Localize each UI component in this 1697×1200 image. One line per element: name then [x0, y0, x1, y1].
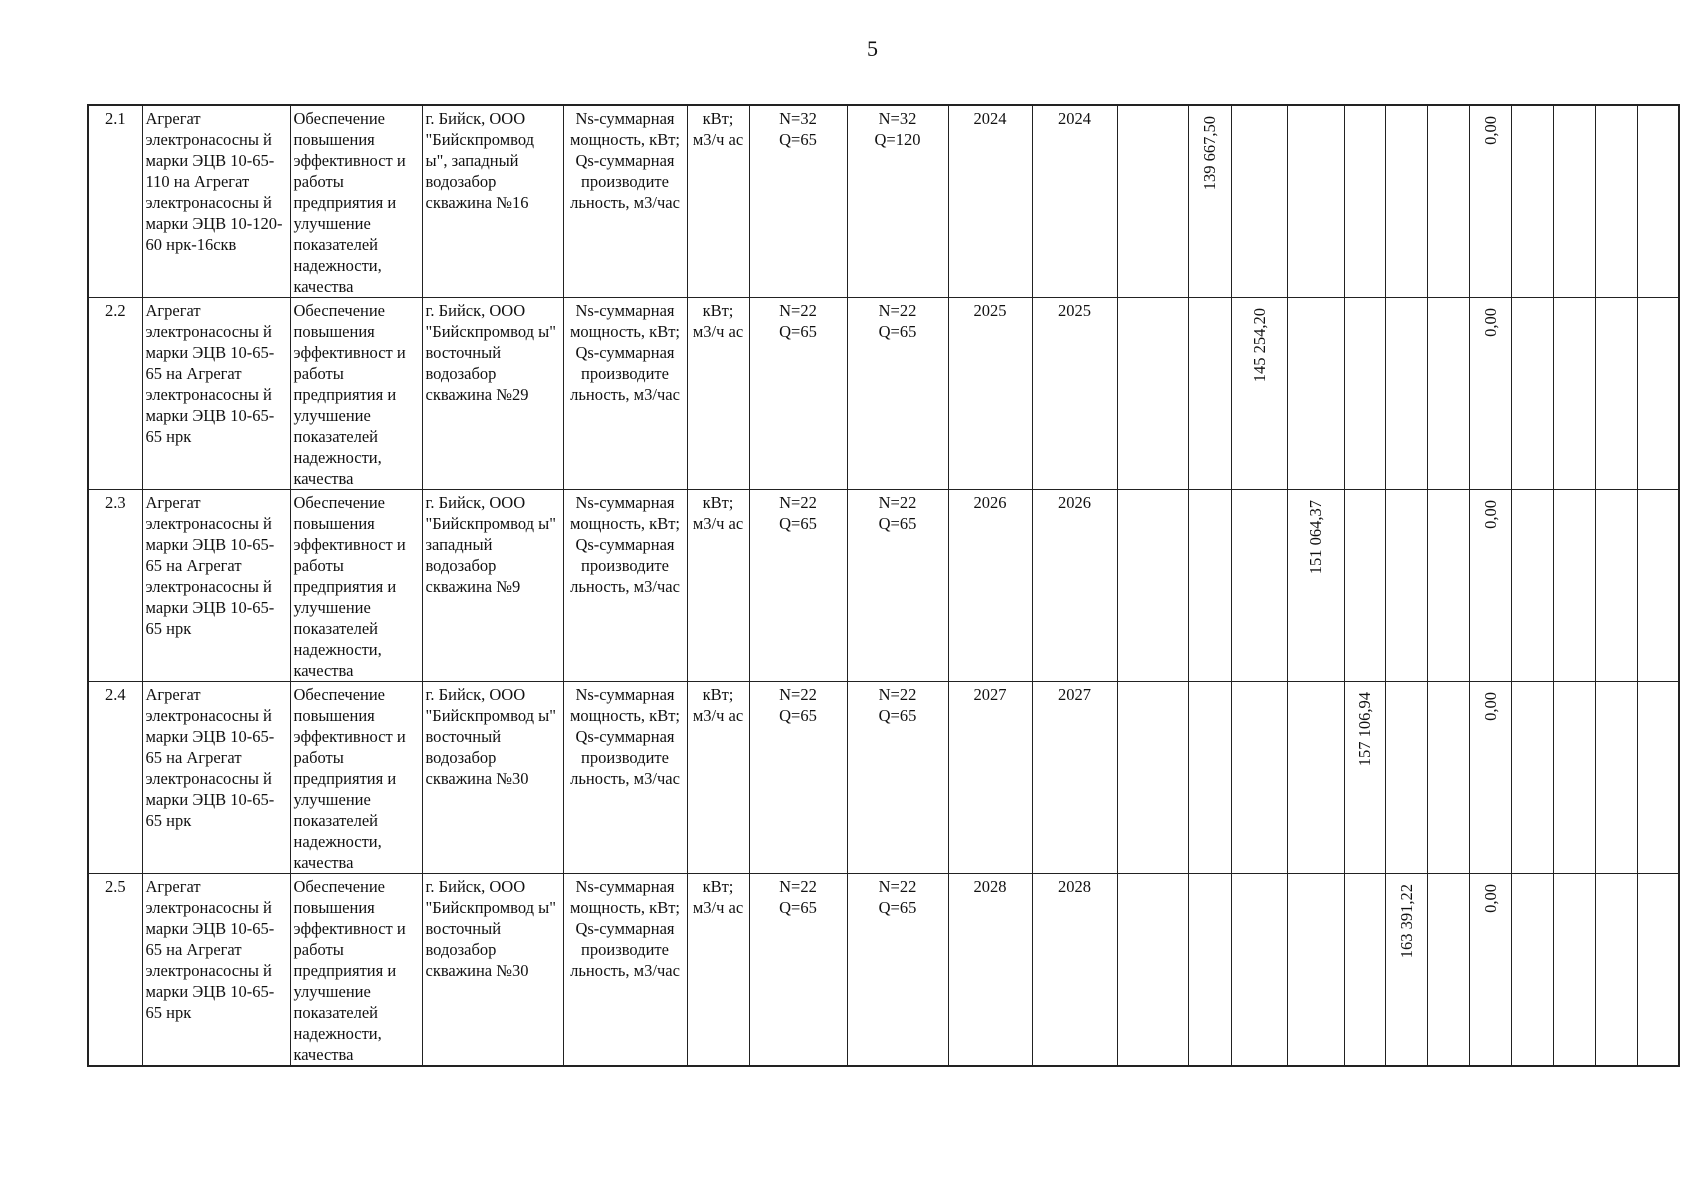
amount-cell: [1188, 105, 1231, 298]
value-before: [749, 874, 847, 1067]
amount-cell: [1287, 682, 1344, 874]
amount-cell: [1287, 298, 1344, 490]
equipment-name: Агрегат электронасосны й марки ЭЦВ 10-65-65 на Агрегат электронасосны й марки ЭЦВ 10-65-65 нрк: [142, 682, 290, 874]
page-number: 5: [867, 36, 878, 61]
amount-value: 0,00: [1480, 692, 1500, 721]
amount-cell: [1385, 298, 1427, 490]
after-n: N=22: [878, 301, 917, 320]
amount-cell: [1188, 874, 1231, 1067]
amount-cell: [1595, 874, 1637, 1067]
location-text: г. Бийск, ООО "Бийскпромвод ы" восточный водозабор скважина №30: [422, 874, 563, 1067]
amount-cell: [1595, 298, 1637, 490]
amount-cell: [1117, 874, 1188, 1067]
amount-cell: [1385, 682, 1427, 874]
value-after: [847, 682, 948, 874]
amount-cell: [1469, 298, 1511, 490]
amount-cell: [1469, 490, 1511, 682]
year-start: 2026: [948, 490, 1032, 682]
amount-value: 151 064,37: [1306, 500, 1325, 575]
indicator-text: Ns-суммарная мощность, кВт; Qs-суммарная производите льность, м3/час: [563, 105, 687, 298]
amount-cell: [1637, 298, 1679, 490]
indicator-text: Ns-суммарная мощность, кВт; Qs-суммарная производите льность, м3/час: [563, 682, 687, 874]
before-q: Q=65: [779, 130, 817, 149]
amount-value: 145 254,20: [1249, 308, 1269, 383]
before-q: Q=65: [779, 898, 817, 917]
amount-cell: [1385, 874, 1427, 1067]
year-end: 2025: [1032, 298, 1117, 490]
amount-cell: [1344, 490, 1385, 682]
units-text: кВт; м3/ч ас: [687, 298, 749, 490]
indicator-text: Ns-суммарная мощность, кВт; Qs-суммарная производите льность, м3/час: [563, 874, 687, 1067]
before-n: N=22: [779, 685, 817, 704]
amount-cell: [1595, 682, 1637, 874]
after-n: N=22: [878, 685, 917, 704]
amount-cell: [1511, 298, 1553, 490]
row-number: 2.5: [88, 874, 142, 1067]
before-n: N=32: [779, 109, 817, 128]
amount-cell: [1637, 105, 1679, 298]
amount-cell: [1344, 105, 1385, 298]
before-n: N=22: [779, 301, 817, 320]
amount-cell: [1385, 105, 1427, 298]
amount-cell: [1117, 682, 1188, 874]
amount-cell: [1231, 298, 1287, 490]
amount-cell: [1595, 105, 1637, 298]
amount-cell: [1117, 298, 1188, 490]
before-q: Q=65: [779, 514, 817, 533]
units-text: кВт; м3/ч ас: [687, 490, 749, 682]
amount-cell: [1427, 298, 1469, 490]
row-number: 2.3: [88, 490, 142, 682]
table-row: [88, 298, 1679, 490]
amount-cell: [1231, 682, 1287, 874]
location-text: г. Бийск, ООО "Бийскпромвод ы" восточный водозабор скважина №30: [422, 682, 563, 874]
amount-cell: [1231, 105, 1287, 298]
goal-text: Обеспечение повышения эффективност и работы предприятия и улучшение показателей надежности, качества: [290, 490, 422, 682]
row-number: 2.4: [88, 682, 142, 874]
units-text: кВт; м3/ч ас: [687, 874, 749, 1067]
before-n: N=22: [779, 877, 817, 896]
amount-cell: [1511, 682, 1553, 874]
goal-text: Обеспечение повышения эффективност и работы предприятия и улучшение показателей надежности, качества: [290, 298, 422, 490]
amount-cell: [1469, 105, 1511, 298]
amount-cell: [1637, 682, 1679, 874]
location-text: г. Бийск, ООО "Бийскпромвод ы", западный водозабор скважина №16: [422, 105, 563, 298]
amount-value: 157 106,94: [1355, 692, 1374, 767]
amount-cell: [1287, 105, 1344, 298]
after-n: N=22: [878, 877, 917, 896]
after-q: Q=65: [878, 706, 917, 725]
amount-cell: [1427, 682, 1469, 874]
amount-cell: [1595, 490, 1637, 682]
row-number: 2.2: [88, 298, 142, 490]
amount-cell: [1385, 490, 1427, 682]
equipment-name: Агрегат электронасосны й марки ЭЦВ 10-65-65 на Агрегат электронасосны й марки ЭЦВ 10-65-65 нрк: [142, 298, 290, 490]
amount-value: 163 391,22: [1396, 884, 1416, 959]
year-start: 2027: [948, 682, 1032, 874]
amount-cell: [1188, 490, 1231, 682]
value-before: [749, 105, 847, 298]
after-q: Q=65: [878, 514, 917, 533]
amount-cell: [1188, 298, 1231, 490]
amount-cell: [1469, 682, 1511, 874]
amount-cell: [1427, 874, 1469, 1067]
amount-value: 139 667,50: [1200, 116, 1219, 191]
before-n: N=22: [779, 493, 817, 512]
after-q: Q=65: [878, 322, 917, 341]
location-text: г. Бийск, ООО "Бийскпромвод ы" восточный водозабор скважина №29: [422, 298, 563, 490]
units-text: кВт; м3/ч ас: [687, 105, 749, 298]
amount-cell: [1553, 105, 1595, 298]
amount-cell: [1553, 682, 1595, 874]
amount-cell: [1188, 682, 1231, 874]
table-row: [88, 105, 1679, 298]
amount-value: 0,00: [1480, 884, 1500, 913]
table-body: [88, 105, 1679, 1066]
value-before: [749, 682, 847, 874]
amount-cell: [1231, 490, 1287, 682]
year-end: 2027: [1032, 682, 1117, 874]
amount-cell: [1553, 490, 1595, 682]
amount-cell: [1231, 874, 1287, 1067]
amount-cell: [1344, 682, 1385, 874]
value-before: [749, 490, 847, 682]
year-end: 2024: [1032, 105, 1117, 298]
amount-cell: [1511, 874, 1553, 1067]
after-n: N=22: [878, 493, 917, 512]
indicator-text: Ns-суммарная мощность, кВт; Qs-суммарная производите льность, м3/час: [563, 298, 687, 490]
amount-cell: [1117, 490, 1188, 682]
amount-cell: [1637, 490, 1679, 682]
before-q: Q=65: [779, 706, 817, 725]
before-q: Q=65: [779, 322, 817, 341]
after-q: Q=65: [878, 898, 917, 917]
amount-cell: [1427, 105, 1469, 298]
amount-cell: [1553, 298, 1595, 490]
indicator-text: Ns-суммарная мощность, кВт; Qs-суммарная производите льность, м3/час: [563, 490, 687, 682]
year-end: 2028: [1032, 874, 1117, 1067]
amount-cell: [1469, 874, 1511, 1067]
equipment-name: Агрегат электронасосны й марки ЭЦВ 10-65-65 на Агрегат электронасосны й марки ЭЦВ 10-65-65 нрк: [142, 874, 290, 1067]
value-before: [749, 298, 847, 490]
amount-cell: [1427, 490, 1469, 682]
amount-value: 0,00: [1480, 500, 1500, 529]
after-q: Q=120: [874, 130, 921, 149]
year-start: 2028: [948, 874, 1032, 1067]
value-after: [847, 490, 948, 682]
table-row: [88, 874, 1679, 1067]
location-text: г. Бийск, ООО "Бийскпромвод ы" западный водозабор скважина №9: [422, 490, 563, 682]
value-after: [847, 298, 948, 490]
amount-cell: [1637, 874, 1679, 1067]
year-start: 2024: [948, 105, 1032, 298]
value-after: [847, 874, 948, 1067]
amount-cell: [1344, 874, 1385, 1067]
units-text: кВт; м3/ч ас: [687, 682, 749, 874]
goal-text: Обеспечение повышения эффективност и работы предприятия и улучшение показателей надежности, качества: [290, 874, 422, 1067]
amount-cell: [1511, 105, 1553, 298]
amount-cell: [1287, 874, 1344, 1067]
year-end: 2026: [1032, 490, 1117, 682]
goal-text: Обеспечение повышения эффективност и работы предприятия и улучшение показателей надежности, качества: [290, 682, 422, 874]
amount-cell: [1117, 105, 1188, 298]
amount-cell: [1344, 298, 1385, 490]
goal-text: Обеспечение повышения эффективност и работы предприятия и улучшение показателей надежности, качества: [290, 105, 422, 298]
investment-table: [87, 104, 1680, 1067]
amount-cell: [1287, 490, 1344, 682]
value-after: [847, 105, 948, 298]
table-row: [88, 490, 1679, 682]
year-start: 2025: [948, 298, 1032, 490]
row-number: 2.1: [88, 105, 142, 298]
amount-cell: [1553, 874, 1595, 1067]
table-row: [88, 682, 1679, 874]
equipment-name: Агрегат электронасосны й марки ЭЦВ 10-65-65 на Агрегат электронасосны й марки ЭЦВ 10-65-65 нрк: [142, 490, 290, 682]
amount-cell: [1511, 490, 1553, 682]
after-n: N=32: [878, 109, 917, 128]
equipment-name: Агрегат электронасосны й марки ЭЦВ 10-65-110 на Агрегат электронасосны й марки ЭЦВ 10-120-60 нрк-16скв: [142, 105, 290, 298]
amount-value: 0,00: [1480, 116, 1500, 145]
amount-value: 0,00: [1480, 308, 1500, 337]
